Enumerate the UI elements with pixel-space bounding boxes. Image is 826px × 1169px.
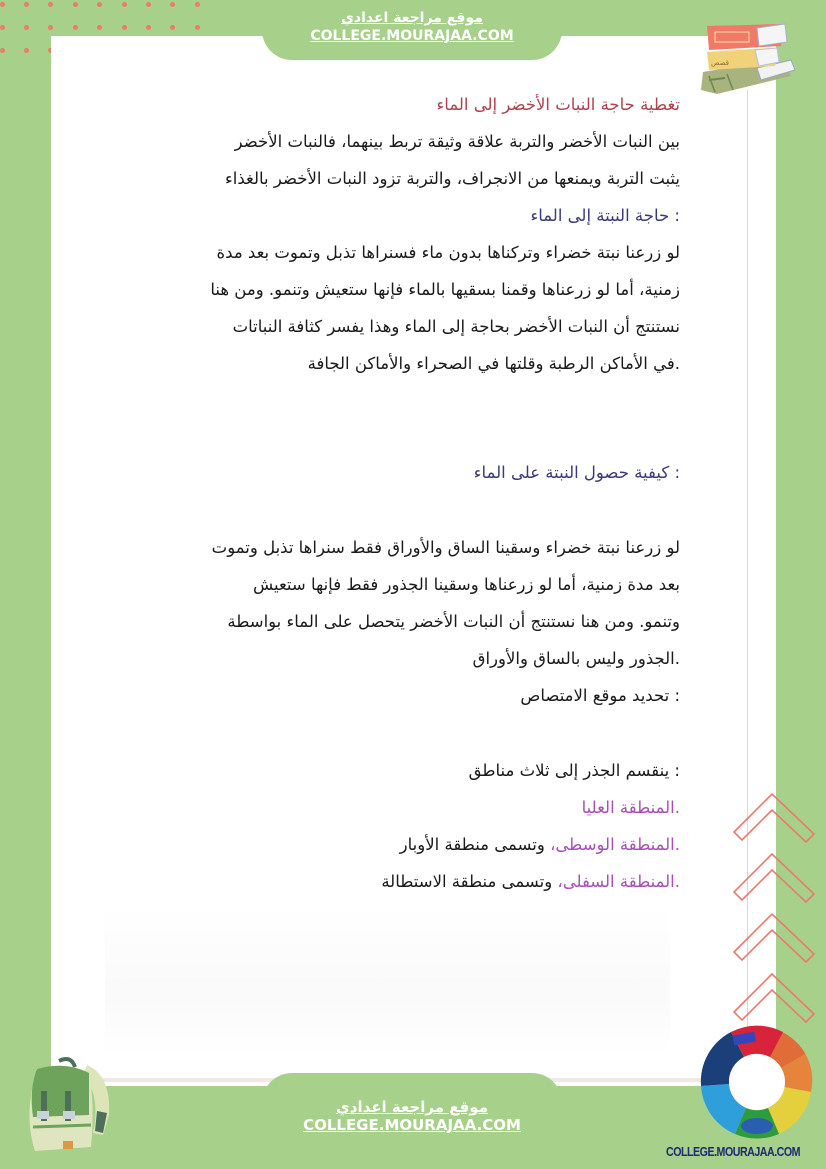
decorative-dot [0, 48, 5, 53]
decorative-dot [97, 25, 102, 30]
section2-line-1: لو زرعنا نبتة خضراء وسقينا الساق والأوراق فقط سنراها تذبل وتموت [211, 538, 680, 557]
decorative-dot [48, 25, 53, 30]
section2-line-3: وتنمو. ومن هنا نستنتج أن النبات الأخضر يتحصل على الماء بواسطة [227, 612, 680, 631]
mourajaa-logo-ring [695, 1020, 819, 1144]
root-zone-lower [100, 863, 680, 900]
section-heading-water-need: : حاجة النبتة إلى الماء [530, 206, 680, 225]
section1-line-1: لو زرعنا نبتة خضراء وتركناها بدون ماء فسنراها تذبل وتموت بعد مدة [216, 243, 680, 262]
svg-text:ﻗﺼﺺ: ﻗﺼﺺ [711, 59, 729, 67]
decorative-dot [170, 25, 175, 30]
decorative-dot [146, 2, 151, 7]
decorative-dot [122, 2, 127, 7]
site-url-link[interactable]: COLLEGE.MOURAJAA.COM [310, 28, 514, 44]
books-stack-icon [695, 10, 805, 95]
section2-line-4: .الجذور وليس بالساق والأوراق [472, 649, 680, 668]
decorative-dot [24, 2, 29, 7]
site-name-arabic[interactable]: موقع مراجعة اعدادي [341, 10, 483, 26]
root-zone-middle [100, 826, 680, 863]
decorative-dot [97, 2, 102, 7]
section-heading-water-uptake: : كيفية حصول النبتة على الماء [473, 463, 680, 482]
decorative-dot [24, 25, 29, 30]
root-zone-upper [100, 789, 680, 826]
backpack-icon [15, 1055, 115, 1155]
decorative-dot [0, 2, 5, 7]
site-name-arabic[interactable]: موقع مراجعة اعدادي [336, 1098, 488, 1116]
intro-line-1: بين النبات الأخضر والتربة علاقة وثيقة تربط بينهما، فالنبات الأخضر [234, 132, 680, 151]
zone-description: وتسمى منطقة الأوبار [399, 835, 551, 854]
site-url-link[interactable]: COLLEGE.MOURAJAA.COM [303, 1116, 521, 1134]
zone-name: .المنطقة الوسطى، [550, 835, 680, 854]
root-zones-intro: : ينقسم الجذر إلى ثلاث مناطق [468, 761, 680, 780]
section-heading-absorption-site: : تحديد موقع الامتصاص [520, 686, 680, 705]
zone-description: وتسمى منطقة الاستطالة [381, 872, 558, 891]
decorative-dot [146, 25, 151, 30]
zone-name: .المنطقة العليا [581, 798, 680, 817]
section1-line-2: زمنية، أما لو زرعناها وقمنا بسقيها بالماء فإنها ستعيش وتنمو. ومن هنا [210, 280, 680, 299]
document-title: تغطية حاجة النبات الأخضر إلى الماء [436, 95, 680, 114]
decorative-dot [0, 25, 5, 30]
chevron-up-icon [732, 790, 816, 1030]
decorative-dot [195, 2, 200, 7]
decorative-dot [48, 2, 53, 7]
decorative-dot [122, 25, 127, 30]
decorative-dot [170, 2, 175, 7]
section1-line-3: نستنتج أن النبات الأخضر بحاجة إلى الماء وهذا يفسر كثافة النباتات [232, 317, 680, 336]
intro-line-2: يثبت التربة ويمنعها من الانجراف، والتربة تزود النبات الأخضر بالغذاء [225, 169, 680, 188]
site-header-tab[interactable] [262, 0, 562, 60]
decorative-dot [73, 25, 78, 30]
zone-name: .المنطقة السفلى، [557, 872, 680, 891]
document-content [100, 86, 680, 900]
decorative-dot [73, 2, 78, 7]
faded-image-area [105, 905, 670, 1055]
section2-line-2: بعد مدة زمنية، أما لو زرعناها وسقينا الجذور فقط فإنها ستعيش [252, 575, 680, 594]
decorative-dot [195, 25, 200, 30]
logo-site-url[interactable]: COLLEGE.MOURAJAA.COM [666, 1144, 801, 1159]
section1-line-4: .في الأماكن الرطبة وقلتها في الصحراء والأماكن الجافة [307, 354, 680, 373]
decorative-dot [24, 48, 29, 53]
site-footer-tab[interactable] [262, 1073, 562, 1169]
